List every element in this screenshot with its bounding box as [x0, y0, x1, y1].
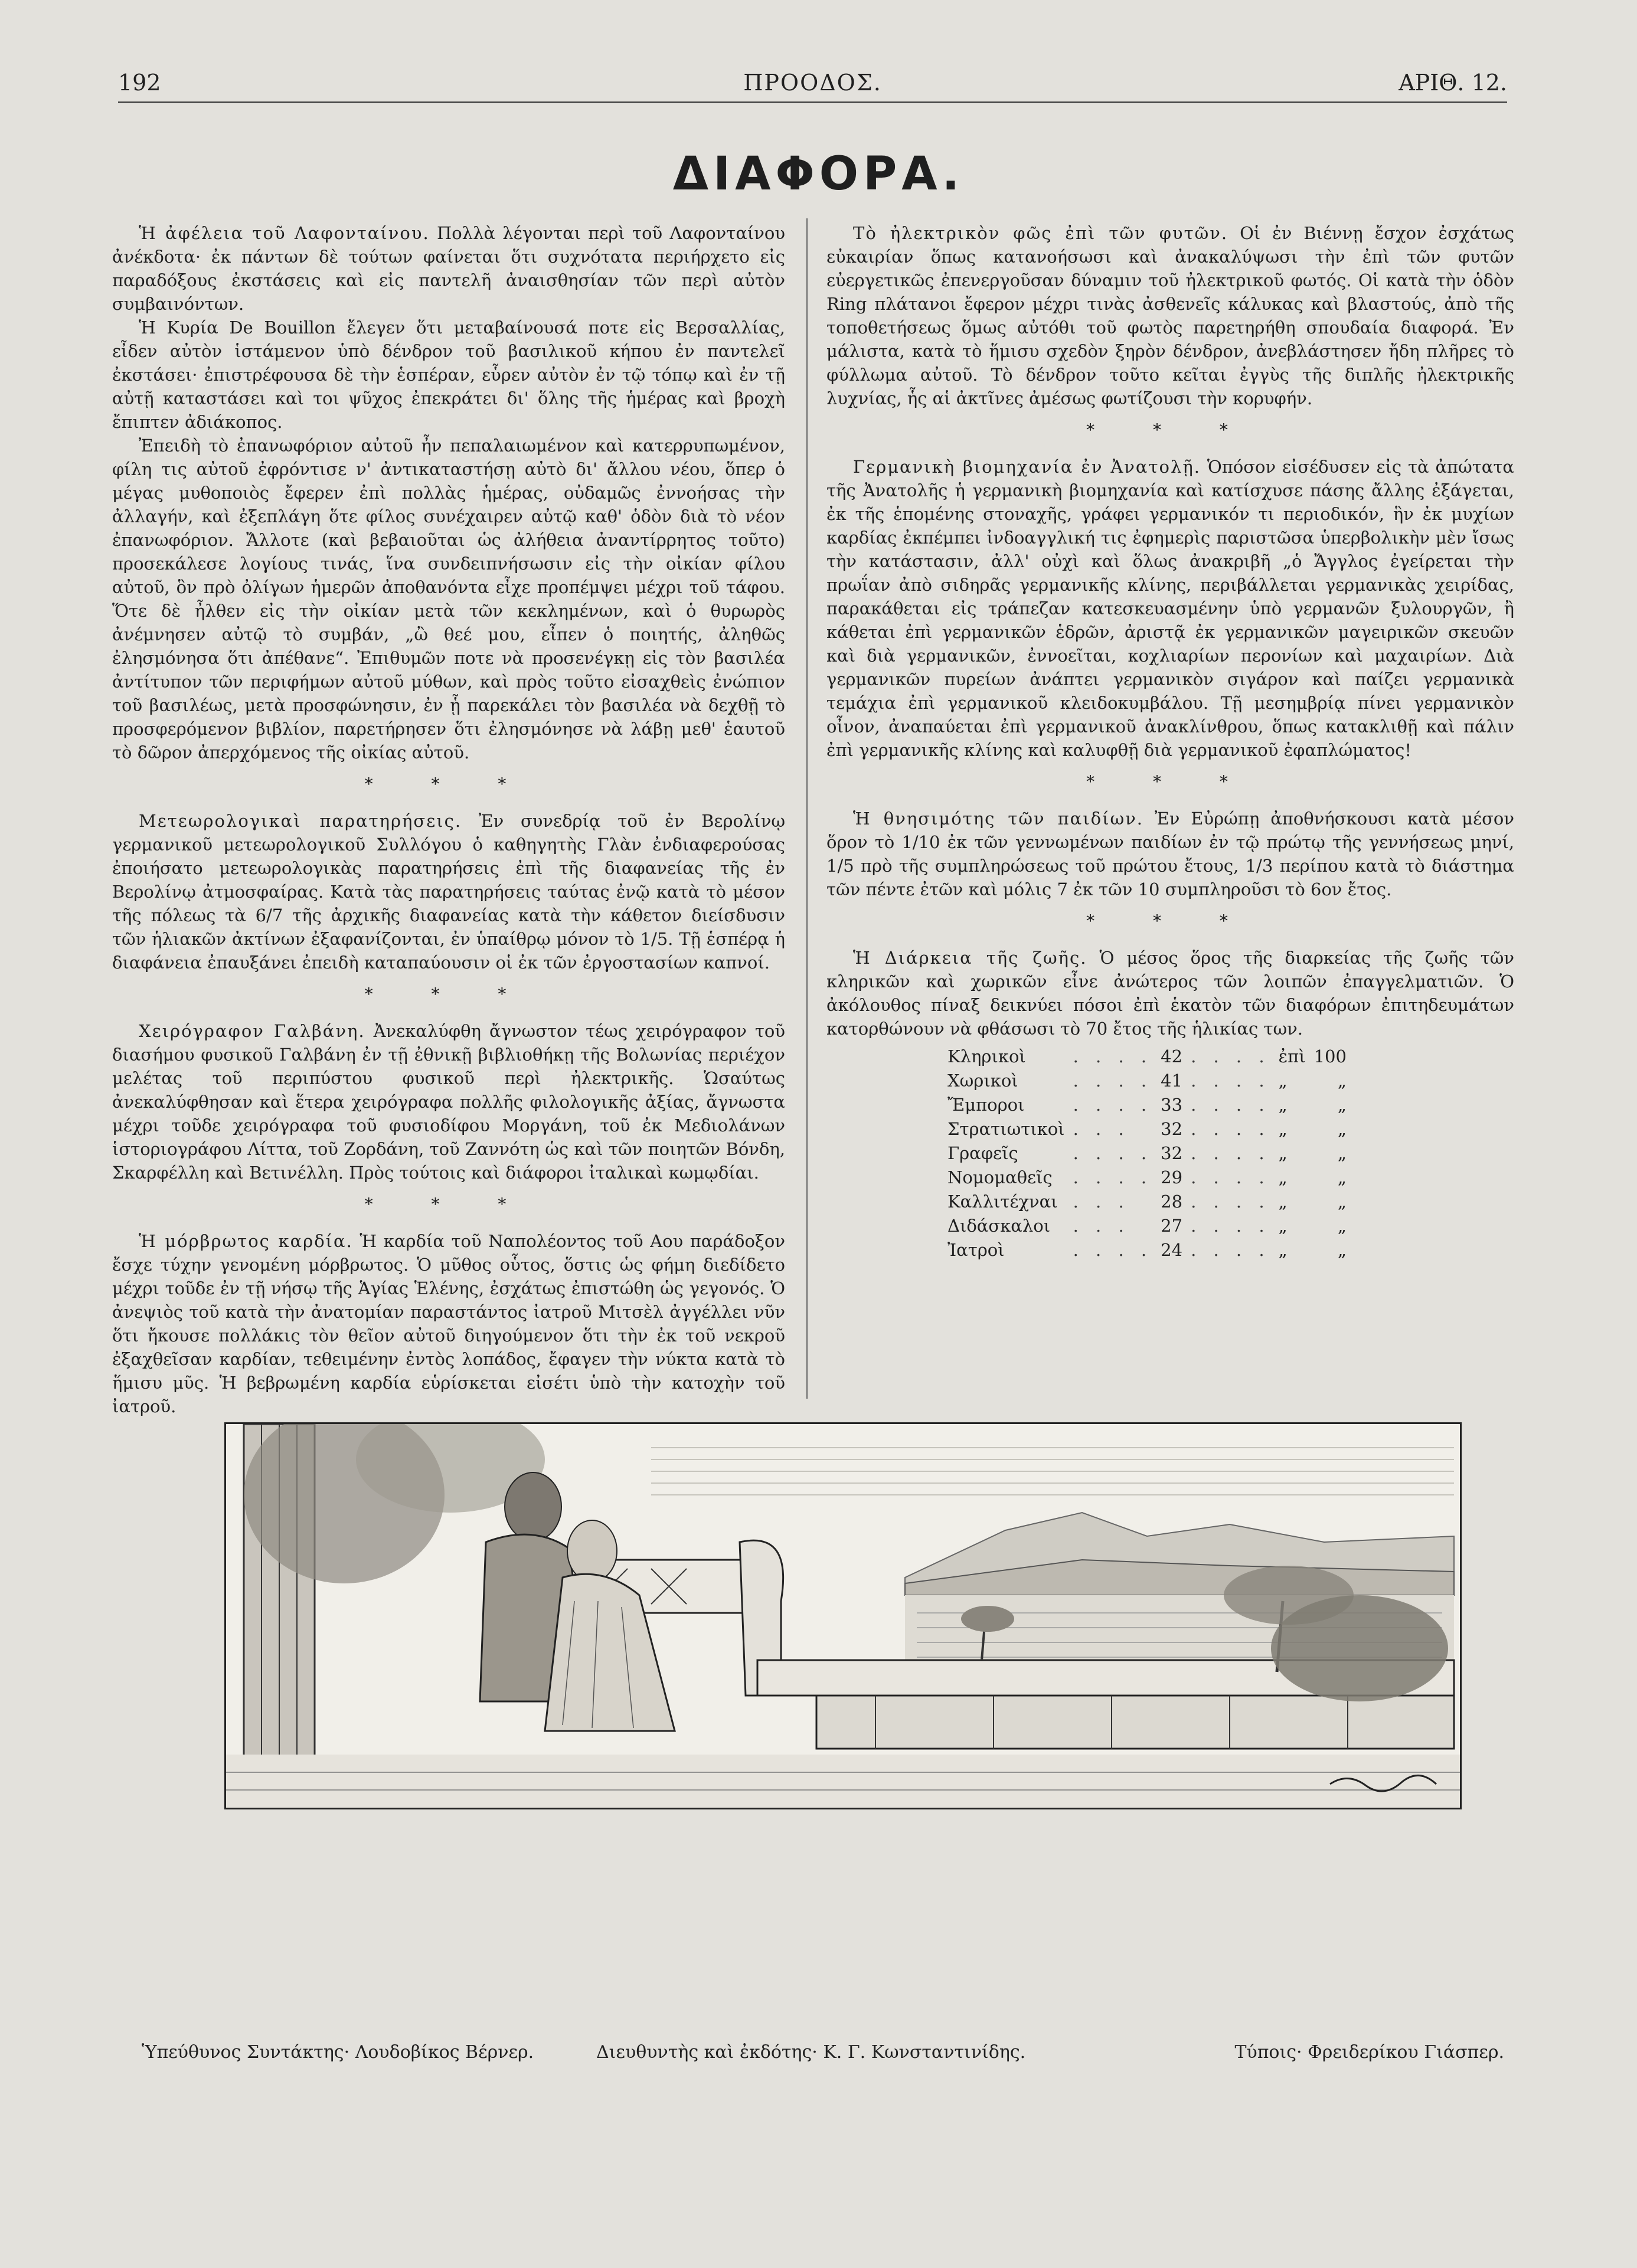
article-paragraph	[826, 946, 1514, 1040]
leader-dots: . . . .	[1073, 1070, 1153, 1091]
occupation-cell: Καλλιτέχναι	[947, 1191, 1058, 1212]
value-cell: 32	[1161, 1143, 1183, 1163]
unit-cell: „	[1278, 1239, 1288, 1260]
article-title: Ἡ ἀφέλεια τοῦ Λαφονταίνου.	[139, 223, 430, 243]
leader-dots: . . . .	[1191, 1215, 1270, 1236]
leader-dots: . . . .	[1073, 1143, 1153, 1163]
article-title: Γερμανικὴ βιομηχανία ἐν Ἀνατολῇ.	[853, 457, 1201, 477]
base-cell: „	[1337, 1070, 1347, 1091]
unit-cell: „	[1278, 1167, 1288, 1187]
unit-cell: „	[1278, 1143, 1288, 1163]
table-row	[947, 1189, 1355, 1213]
separator-stars: * * *	[364, 984, 533, 1004]
unit-cell: „	[1278, 1215, 1288, 1236]
article	[112, 1019, 785, 1184]
article	[112, 1229, 785, 1418]
leader-dots: . . . .	[1191, 1239, 1270, 1260]
footer-editor: Ὑπεύθυνος Συντάκτης· Λουδοβίκος Βέρνερ.	[142, 2042, 534, 2063]
table-row	[947, 1141, 1355, 1165]
unit-cell: ἐπὶ	[1278, 1046, 1306, 1066]
unit-cell: „	[1278, 1070, 1288, 1091]
unit-cell: „	[1278, 1118, 1288, 1139]
engraving-illustration	[224, 1422, 1462, 1809]
article	[826, 946, 1514, 1040]
article-paragraph	[112, 1229, 785, 1418]
occupation-table	[947, 1044, 1355, 1262]
footer-publisher: Διευθυντὴς καὶ ἐκδότης· Κ. Γ. Κωνσταντινίδης.	[596, 2042, 1026, 2063]
article-text: Οἱ ἐν Βιέννῃ ἔσχον ἐσχάτως εὐκαιρίαν ὅπως κατανοήσωσι καὶ ἀνακαλύψωσι τὴν ἐπὶ τῶν φυτῶν εὐεργετικῶς ἐπενεργοῦσαν δύναμιν τοῦ ἠλεκτρικοῦ φωτός. Οἱ κατὰ τὴν ὁδὸν Ring πλάτανοι ἔφερον μέχρι τινὰς ἀσθενεῖς κάλυκας καὶ βλαστούς, ἀπὸ τῆς τοποθετήσεως ὅμως αὐτόθι τοῦ φωτὸς παρετηρήθη σπουδαία διαφορά. Ἐν μάλιστα, κατὰ τὸ ἥμισυ σχεδὸν ξηρὸν δένδρον, ἀνεβλάστησεν ἤδη πλῆρες τὸ φύλλωμα αὐτοῦ. Τὸ δένδρον τοῦτο κεῖται ἐγγὺς τῆς διπλῆς ἠλεκτρικῆς λυχνίας, ἧς αἱ ἀκτῖνες ἀμέσως φωτίζουσι τὴν κορυφήν.	[826, 223, 1514, 408]
occupation-cell: Ἰατροὶ	[947, 1239, 1005, 1260]
article	[826, 455, 1514, 762]
occupation-cell: Ἔμποροι	[947, 1094, 1025, 1115]
article	[112, 221, 785, 764]
table-row	[947, 1238, 1355, 1262]
value-cell: 41	[1161, 1070, 1183, 1091]
value-cell: 33	[1161, 1094, 1183, 1115]
article-title: Ἡ μόρβρωτος καρδία.	[139, 1231, 353, 1251]
leader-dots: . . .	[1073, 1191, 1130, 1212]
leader-dots: . . . .	[1073, 1239, 1153, 1260]
article-title: Ἡ Διάρκεια τῆς ζωῆς.	[853, 948, 1087, 968]
leader-dots: . . . .	[1191, 1046, 1270, 1066]
base-cell: „	[1337, 1143, 1347, 1163]
separator-stars: * * *	[1086, 772, 1254, 791]
article-paragraph	[826, 455, 1514, 762]
article-paragraph	[112, 809, 785, 974]
column-divider	[806, 218, 808, 1399]
article-text: Ὁπόσον εἰσέδυσεν εἰς τὰ ἀπώτατα τῆς Ἀνατολῆς ἡ γερμανικὴ βιομηχανία καὶ κατίσχυσε πάσης ἄλλης ἐξάγεται, ἐκ τῆς ἑπομένης στοναχῆς, γράφει γερμανικόν τι περιοδικόν, ἣν ἐκ μυχίων καρδίας ἐκπέμπει ἰνδοαγγλική τις ἐφημερὶς παριστῶσα ὑπερβολικὴν μὲν ἴσως τὴν κατάστασιν, ἀλλ' οὐχὶ καὶ ὅλως ἀνακριβῆ „ὁ Ἄγγλος ἐγείρεται τὴν πρωΐαν ἀπὸ σιδηρᾶς γερμανικῆς κλίνης, περιβάλλεται γερμανικὰς χειρίδας, παρακάθεται εἰς τράπεζαν κατεσκευασμένην ὑπὸ γερμανῶν ξυλουργῶν, ἢ κάθεται ἐπὶ γερμανικῶν ἑδρῶν, ἀριστᾷ ἐκ γερμανικῶν μαγειρικῶν σκευῶν καὶ διὰ γερμανικῶν, ἐννοεῖται, κοχλιαρίων περονίων καὶ μαχαιρίων. Διὰ γερμανικῶν πυρείων ἀνάπτει γερμανικὸν σιγάρον καὶ παίζει γερμανικὰ τεμάχια ἐπὶ γερμανικοῦ κλειδοκυμβάλου. Τῇ μεσημβρίᾳ πίνει γερμανικὸν οἶνον, ἀναπαύεται ἐπὶ γερμανικοῦ ἀνακλίνθρου, ὅπως κατακλιθῇ καὶ πάλιν ἐπὶ γερμανικῆς κλίνης καὶ καλυφθῇ διὰ γερμανικοῦ ἐφαπλώματος!	[826, 457, 1514, 760]
article-paragraph	[112, 316, 785, 434]
leader-dots: . . . .	[1073, 1046, 1153, 1066]
article-text: Ἡ Κυρία De Bouillon ἔλεγεν ὅτι μεταβαίνουσά ποτε εἰς Βερσαλλίας, εἶδεν αὐτὸν ἱστάμενον ὑπὸ δένδρον τοῦ βασιλικοῦ κήπου ἐν παντελεῖ ἐκστάσει· ἐπιστρέφουσα δὲ τὴν ἑσπέραν, εὗρεν αὐτὸν ἐν τῷ τόπῳ καὶ ἐν τῇ αὐτῇ καταστάσει καὶ τοι ψῦχος ἐπεκράτει δι' ὅλης τῆς ἡμέρας καὶ βροχὴ ἔπιπτεν ἀδιάκοπος.	[112, 318, 785, 432]
article-paragraph	[826, 807, 1514, 901]
value-cell: 28	[1161, 1191, 1183, 1212]
leader-dots: . . . .	[1191, 1143, 1270, 1163]
leader-dots: . . . .	[1191, 1118, 1270, 1139]
article-title: Τὸ ἠλεκτρικὸν φῶς ἐπὶ τῶν φυτῶν.	[853, 223, 1228, 243]
table-row	[947, 1092, 1355, 1117]
article-text: Ἀνεκαλύφθη ἄγνωστον τέως χειρόγραφον τοῦ διασήμου φυσικοῦ Γαλβάνη ἐν τῇ ἐθνικῇ βιβλιοθήκῃ τῆς Βολωνίας περιέχον μελέτας τοῦ περιπύστου φυσικοῦ περὶ ἠλεκτρικῆς. Ὡσαύτως ἀνεκαλύφθησαν καὶ ἕτερα χειρόγραφα πολλῆς φιλολογικῆς ἀξίας, ἄγνωστα μέχρι τοῦδε χειρόγραφα τοῦ φυσιοδίφου Μοργάνη, τοῦ ἐκ Μεδιολάνων ἱστοριογράφου Λίττα, τοῦ Ζορδάνη, τοῦ Ζαννότη ὡς καὶ τῶν ποιητῶν Βόνδη, Σκαρφέλλη καὶ Βετινέλλη. Πρὸς τούτοις καὶ διάφοροι ἰταλικαὶ κωμῳδίαι.	[112, 1021, 786, 1183]
page-number: 192	[118, 70, 161, 96]
unit-cell: „	[1278, 1094, 1288, 1115]
article-title: Ἡ θνησιμότης τῶν παιδίων.	[853, 809, 1143, 829]
article	[826, 221, 1514, 410]
article-paragraph	[112, 1019, 785, 1184]
article-text: Ὁ μέσος ὅρος τῆς διαρκείας τῆς ζωῆς τῶν κληρικῶν καὶ χωρικῶν εἶνε ἀνώτερος τῶν λοιπῶν ἐπαγγελματιῶν. Ὁ ἀκόλουθος πίναξ δεικνύει πόσοι ἐπὶ ἑκατὸν τῶν διαφόρων ἐπιτηδευμάτων κατορθώνουν νὰ φθάσωσι τὸ 70 ἔτος τῆς ἡλικίας των.	[826, 948, 1514, 1039]
article-text: Ἐπειδὴ τὸ ἐπανωφόριον αὐτοῦ ἦν πεπαλαιωμένον καὶ κατερρυπωμένον, φίλη τις αὐτοῦ ἐφρόντισε ν' ἀντικαταστήσῃ αὐτὸ δι' ἄλλου νέου, ὅπερ ὁ μέγας μυθοποιὸς ἔφερεν ἐπὶ πολλὰς ἡμέρας, οὐδαμῶς ἐννοήσας τὴν ἀλλαγήν, καὶ ἐξεπλάγη ὅτε φίλος συνέχαιρεν αὐτῷ καθ' ὁδὸν διὰ τὸ νέον ἐπανωφόριον. Ἄλλοτε (καὶ βεβαιοῦται ὡς ἀλήθεια ἀναντίρρητος τοῦτο) προσεκάλεσε λογίους τινάς, ἵνα συνδειπνήσωσιν εἰς τὴν οἰκίαν φίλου αὐτοῦ, ὃν πρὸ ὀλίγων ἡμερῶν ἀποθανόντα εἶχε προπέμψει μέχρι τοῦ τάφου. Ὅτε δὲ ἦλθεν εἰς τὴν οἰκίαν μετὰ τῶν κεκλημένων, καὶ ὁ θυρωρὸς ἀνέμνησεν αὐτῷ τὸ συμβάν, „ὢ θεέ μου, εἶπεν ὁ ποιητής, ἀληθῶς ἐλησμόνησα ὅτι ἀπέθανε“. Ἐπιθυμῶν ποτε νὰ προσενέγκῃ εἰς τὸν βασιλέα ἀντίτυπον τῶν περιφήμων αὐτοῦ μύθων, καὶ πρὸς τοῦτο εἰσαχθεὶς ἐνώπιον τοῦ βασιλέως, μετὰ προσφώνησιν, ἐν ᾗ παρεκάλει τὸν βασιλέα νὰ δεχθῇ τὸ προσφερόμενον βιβλίον, παρετήρησεν ὅτι ἐλησμόνησε νὰ λάβῃ μεθ' ἑαυτοῦ τὸ δῶρον ἀπερχόμενος τῆς οἰκίας αὐτοῦ.	[112, 436, 785, 762]
page-header	[118, 70, 1507, 105]
separator-stars: * * *	[1086, 420, 1254, 440]
base-cell: „	[1337, 1191, 1347, 1212]
base-cell: „	[1337, 1094, 1347, 1115]
table-row	[947, 1068, 1355, 1092]
article-text: Ἡ καρδία τοῦ Ναπολέοντος τοῦ Αου παράδοξον ἔσχε τύχην γενομένη μόρβρωτος. Ὁ μῦθος οὗτος, ὅστις ὡς φήμη διεδίδετο μέχρι τοῦδε ἐν τῇ νήσῳ τῆς Ἁγίας Ἑλένης, ἐσχάτως ἐπιστώθη ὡς γεγονός. Ὁ ἀνεψιὸς τοῦ κατὰ τὴν ἀνατομίαν παραστάντος ἰατροῦ Μιτσὲλ ἀγγέλλει νῦν ὅτι ἤκουσε πολλάκις τὸν θεῖον αὐτοῦ διηγούμενον ὅτι τὴν ἐκ τοῦ νεκροῦ ἐξαχθεῖσαν καρδίαν, τεθειμένην ἐντὸς λοπάδος, ἔφαγεν τὴν νύκτα κατὰ τὸ ἥμισυ μῦς. Ἡ βεβρωμένη καρδία εὑρίσκεται εἰσέτι ὑπὸ τὴν κατοχὴν τοῦ ἰατροῦ.	[112, 1231, 785, 1416]
occupation-cell: Γραφεῖς	[947, 1143, 1018, 1163]
leader-dots: . . . .	[1073, 1167, 1153, 1187]
leader-dots: . . .	[1073, 1118, 1130, 1139]
table-row	[947, 1117, 1355, 1141]
value-cell: 42	[1161, 1046, 1183, 1066]
value-cell: 32	[1161, 1118, 1183, 1139]
article-text: Πολλὰ λέγονται περὶ τοῦ Λαφονταίνου ἀνέκδοτα· ἐκ πάντων δὲ τούτων φαίνεται ὅτι συχνότατα περιήρχετο εἰς παραδόξους ἐκστάσεις καὶ εἰς παντελῆ ἀναισθησίαν τῶν περὶ αὐτὸν συμβαινόντων.	[112, 223, 786, 314]
base-cell: „	[1337, 1215, 1347, 1236]
occupation-cell: Διδάσκαλοι	[947, 1215, 1051, 1236]
article-title: Χειρόγραφον Γαλβάνη.	[139, 1021, 365, 1041]
journal-title: ΠΡΟΟΔΟΣ.	[743, 70, 882, 96]
table-row	[947, 1044, 1355, 1068]
right-column	[826, 221, 1514, 1262]
article-paragraph	[826, 221, 1514, 410]
article-paragraph	[112, 434, 785, 764]
header-rule	[118, 102, 1507, 103]
occupation-cell: Νομομαθεῖς	[947, 1167, 1053, 1187]
base-cell: „	[1337, 1167, 1347, 1187]
article	[112, 809, 785, 974]
occupation-cell: Χωρικοὶ	[947, 1070, 1018, 1091]
leader-dots: . . . .	[1191, 1167, 1270, 1187]
article-title: Μετεωρολογικαὶ παρατηρήσεις.	[139, 811, 462, 831]
leader-dots: . . . .	[1073, 1094, 1153, 1115]
issue-number: ΑΡΙΘ. 12.	[1399, 70, 1507, 96]
left-column	[112, 221, 785, 1418]
unit-cell: „	[1278, 1191, 1288, 1212]
base-cell: „	[1337, 1239, 1347, 1260]
occupation-cell: Κληρικοὶ	[947, 1046, 1026, 1066]
table-row	[947, 1165, 1355, 1189]
footer-printer: Τύποις· Φρειδερίκου Γιάσπερ.	[1234, 2042, 1504, 2063]
article	[826, 807, 1514, 901]
leader-dots: . . . .	[1191, 1191, 1270, 1212]
separator-stars: * * *	[364, 774, 533, 794]
value-cell: 24	[1161, 1239, 1183, 1260]
separator-stars: * * *	[1086, 911, 1254, 931]
value-cell: 29	[1161, 1167, 1183, 1187]
separator-stars: * * *	[364, 1194, 533, 1214]
table-row	[947, 1213, 1355, 1238]
article-paragraph	[112, 221, 785, 316]
base-cell: „	[1337, 1118, 1347, 1139]
leader-dots: . . .	[1073, 1215, 1130, 1236]
section-title: ΔΙΑΦΟΡΑ.	[672, 148, 965, 201]
base-cell: 100	[1313, 1046, 1347, 1066]
article-text: Ἐν συνεδρίᾳ τοῦ ἐν Βερολίνῳ γερμανικοῦ μετεωρολογικοῦ Συλλόγου ὁ καθηγητὴς Γλὰν ἐνδιαφερούσας ἐποιήσατο μετεωρολογικὰς παρατηρήσεις ἐπὶ τῆς διαφανείας τῆς ἐν Βερολίνῳ ἀτμοσφαίρας. Κατὰ τὰς παρατηρήσεις ταύτας ἐνῷ κατὰ τὸ μέσον τῆς πόλεως τὰ 6/7 τῆς ἀρχικῆς διαφανείας κατὰ τὴν κάθετον διείσδυσιν τῶν ἡλιακῶν ἀκτίνων ἐξαφανίζονται, ἐν ὑπαίθρῳ μόνον τὸ 1/5. Τῇ ἑσπέρᾳ ἡ διαφάνεια ἐπαυξάνει ἐπειδὴ καταπαύουσιν οἱ ἐκ τῶν ἐργοστασίων καπνοί.	[112, 811, 785, 973]
occupation-cell: Στρατιωτικοὶ	[947, 1118, 1065, 1139]
value-cell: 27	[1161, 1215, 1183, 1236]
article-text: Ἐν Εὐρώπῃ ἀποθνήσκουσι κατὰ μέσον ὅρον τὸ 1/10 ἐκ τῶν γεννωμένων παιδίων ἐν τῷ πρώτῳ τῆς γεννήσεως μηνί, 1/5 πρὸ τῆς συμπληρώσεως τοῦ πρώτου ἔτους, 1/3 περίπου κατὰ τὸ διάστημα τῶν πέντε ἐτῶν καὶ μόλις 7 ἐκ τῶν 10 συμπληροῦσι τὸ 6ον ἔτος.	[826, 809, 1514, 899]
leader-dots: . . . .	[1191, 1070, 1270, 1091]
leader-dots: . . . .	[1191, 1094, 1270, 1115]
